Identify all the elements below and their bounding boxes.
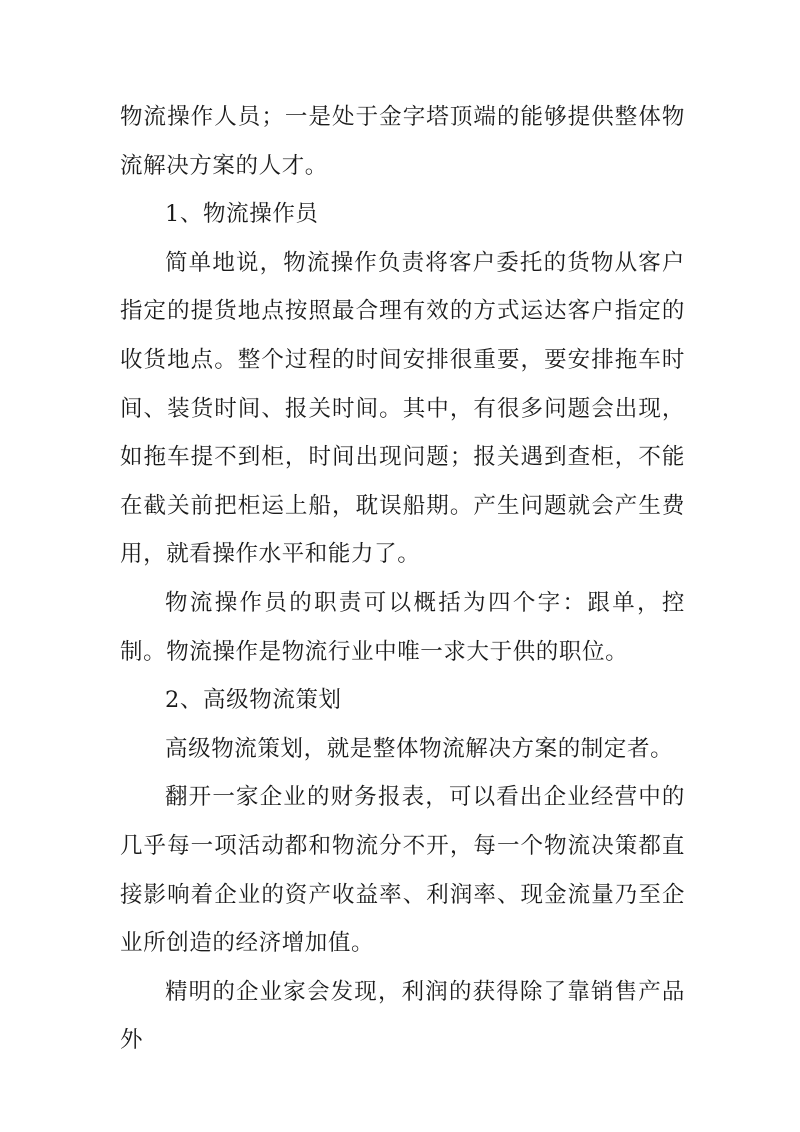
paragraph-continuation: 物流操作人员；一是处于金字塔顶端的能够提供整体物流解决方案的人才。 xyxy=(120,104,685,179)
section-heading-operator: 1、物流操作员 xyxy=(165,201,319,228)
paragraph-operator-description: 简单地说，物流操作负责将客户委托的货物从客户指定的提货地点按照最合理有效的方式运达客户指定的收货地点。整个过程的时间安排很重要，要安排拖车时间、装货时间、报关时间。其中，有很多问题会出现，如拖车提不到柜，时间出现问题；报关遇到查柜，不能在截关前把柜运上船，耽误船期。产生问题就会产生费用，就看操作水平和能力了。 xyxy=(120,249,685,568)
paragraph-entrepreneur: 精明的企业家会发现，利润的获得除了靠销售产品外 xyxy=(120,978,685,1054)
paragraph-planner-definition: 高级物流策划，就是整体物流解决方案的制定者。 xyxy=(165,735,674,762)
paragraph-operator-duties: 物流操作员的职责可以概括为四个字：跟单，控制。物流操作是物流行业中唯一求大于供的职位。 xyxy=(120,589,685,665)
paragraph-financial-report: 翻开一家企业的财务报表，可以看出企业经营中的几乎每一项活动都和物流分不开，每一个物流决策都直接影响着企业的资产收益率、利润率、现金流量乃至企业所创造的经济增加值。 xyxy=(120,784,685,957)
document-body xyxy=(120,93,685,1065)
section-heading-planner: 2、高级物流策划 xyxy=(165,687,342,714)
